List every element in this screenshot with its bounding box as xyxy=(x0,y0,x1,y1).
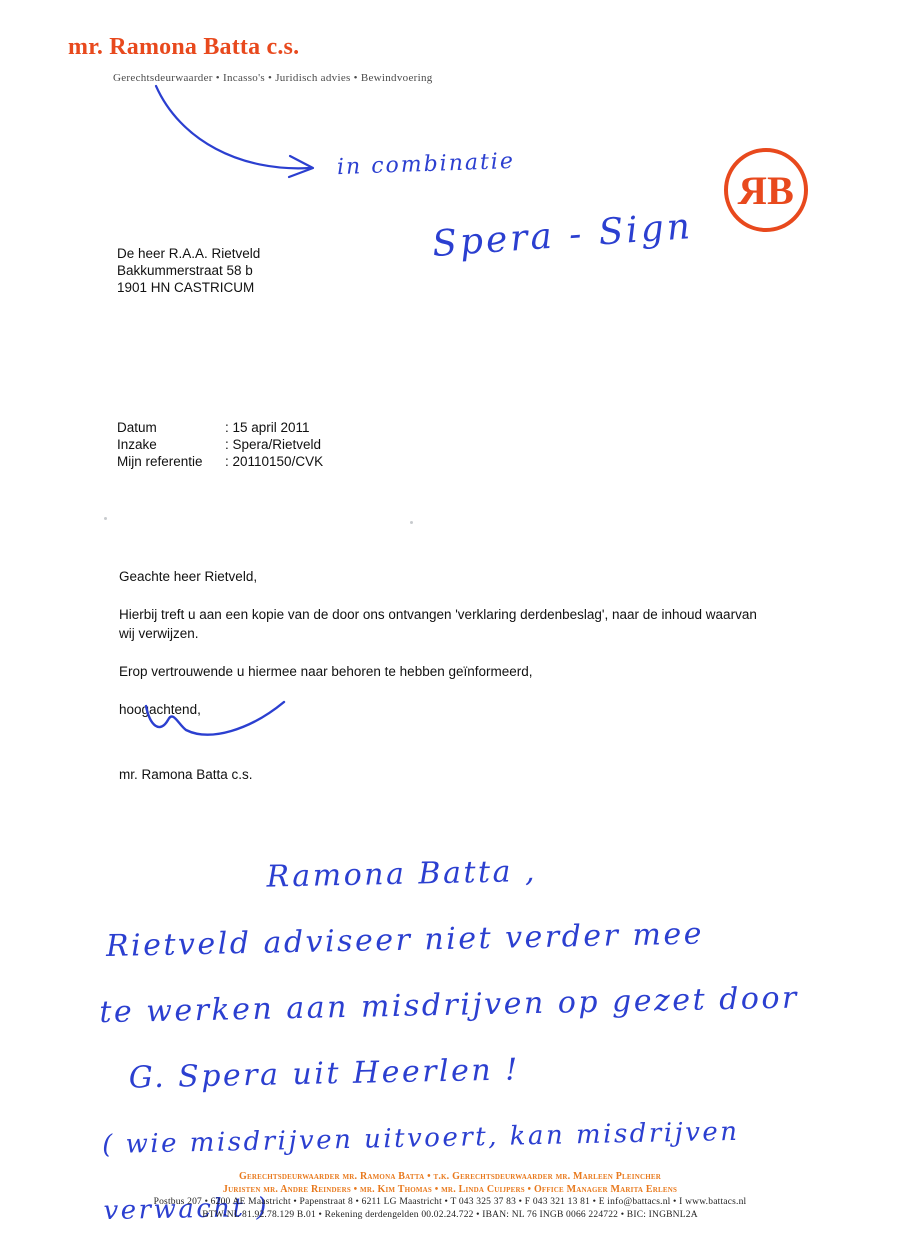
logo-monogram: R B xyxy=(740,167,792,213)
handwritten-line-2: Rietveld adviseer niet verder mee xyxy=(105,916,705,965)
body-signer-name: mr. Ramona Batta c.s. xyxy=(119,767,253,782)
handwritten-line-3: te werken aan misdrijven op gezet door xyxy=(99,980,800,1031)
letterhead-services: Gerechtsdeurwaarder • Incasso's • Juridisch advies • Bewindvoering xyxy=(113,72,433,84)
meta-value-referentie: : 20110150/CVK xyxy=(225,454,324,469)
body-paragraph-2: Erop vertrouwende u hiermee naar behoren te hebben geïnformeerd, xyxy=(119,664,533,679)
body-closing: hoogachtend, xyxy=(119,702,201,717)
handwritten-note-top: in combinatie xyxy=(336,148,516,181)
meta-label-referentie: Mijn referentie xyxy=(117,454,203,469)
footer-line-3: Postbus 207 • 6200 AE Maastricht • Papenstraat 8 • 6211 LG Maastricht • T 043 325 37 83 • F 043 321 13 81 • E info@battacs.nl • I www.battacs.nl xyxy=(153,1197,747,1207)
address-line-2: Bakkummerstraat 58 b xyxy=(117,263,253,278)
body-paragraph-1: Hierbij treft u aan een kopie van de door ons ontvangen 'verklaring derdenbeslag', naar de inhoud waarvan wij verwijzen. xyxy=(119,607,757,641)
footer-line-2: Juristen mr. Andre Reinders • mr. Kim Thomas • mr. Linda Cuijpers • Office Manager Marita Erlens xyxy=(222,1183,678,1195)
letterhead-company-name: mr. Ramona Batta c.s. xyxy=(68,34,300,60)
handwritten-line-1: Ramona Batta , xyxy=(266,853,538,895)
handwritten-line-5: ( wie misdrijven uitvoert, kan misdrijven verwacht ) xyxy=(101,1116,740,1227)
meta-value-inzake: : Spera/Rietveld xyxy=(225,437,322,452)
footer-line-1: Gerechtsdeurwaarder mr. Ramona Batta • t.k. Gerechtsdeurwaarder mr. Marleen Pleincher xyxy=(239,1171,661,1182)
address-line-3: 1901 HN CASTRICUM xyxy=(117,280,255,295)
letter-footer xyxy=(0,1171,900,1221)
handwritten-arrow-icon xyxy=(150,80,350,190)
letter-meta xyxy=(117,419,323,470)
address-line-1: De heer R.A.A. Rietveld xyxy=(117,246,261,261)
handwritten-signature-inline xyxy=(140,700,290,744)
meta-row xyxy=(117,453,323,470)
scan-speck xyxy=(410,521,413,524)
footer-line-4: BTW-NL 81.92.78.129 B.01 • Rekening derdengelden 00.02.24.722 • IBAN: NL 76 INGB 0066 224722 • BIC: INGBNL2A xyxy=(202,1209,698,1220)
handwritten-signature-top: Spera - Sign xyxy=(430,205,695,266)
meta-row xyxy=(117,419,323,436)
body-salutation: Geachte heer Rietveld, xyxy=(119,569,258,584)
scan-speck xyxy=(104,517,107,520)
handwritten-line-4: G. Spera uit Heerlen ! xyxy=(128,1052,521,1096)
meta-row xyxy=(117,436,323,453)
letter-body xyxy=(119,567,759,803)
meta-value-datum: : 15 april 2011 xyxy=(225,420,310,435)
meta-label-inzake: Inzake xyxy=(117,437,157,452)
meta-label-datum: Datum xyxy=(117,420,157,435)
recipient-address xyxy=(117,245,260,296)
company-logo xyxy=(724,148,808,232)
